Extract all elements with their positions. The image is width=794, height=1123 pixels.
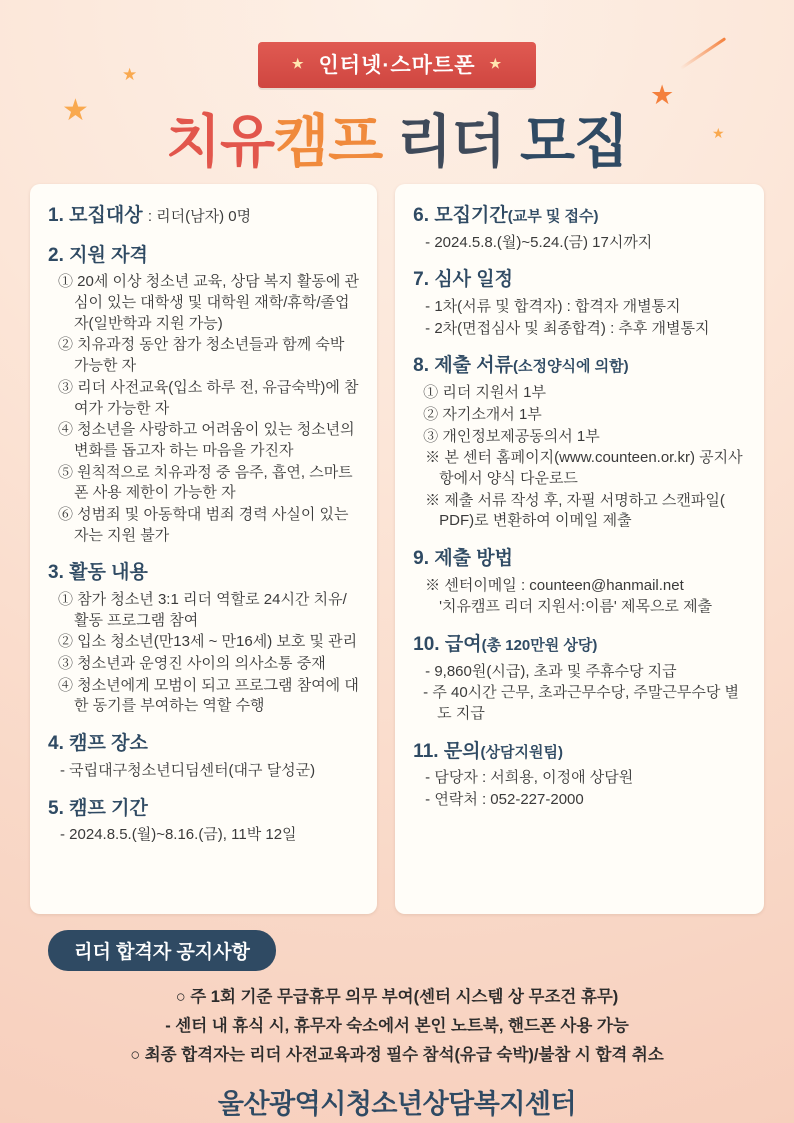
list-item: - 2차(면접심사 및 최종합격) : 추후 개별통지 — [425, 319, 710, 337]
title-part-2: 캠프 — [274, 110, 383, 174]
ribbon-banner — [0, 42, 794, 88]
organization-name: 울산광역시청소년상담복지센터 — [217, 1089, 577, 1119]
title-part-1: 치유 — [165, 110, 275, 174]
list-item: - 9,860원(시급), 초과 및 주휴수당 지급 — [425, 662, 677, 680]
section-number: 10. — [413, 634, 440, 655]
list-item: ③ 개인정보제공동의서 1부 — [423, 427, 600, 445]
section-heading: 급여 — [444, 634, 482, 655]
section-number: 7. — [413, 269, 430, 291]
section-heading: 캠프 장소 — [69, 733, 148, 755]
list-item: - 국립대구청소년디딤센터(대구 달성군) — [60, 761, 316, 779]
section-3 — [48, 561, 359, 717]
list-item: - 연락처 : 052-227-2000 — [425, 791, 584, 809]
list-item: ① 리더 지원서 1부 — [423, 384, 546, 402]
list-item: ② 입소 청소년(만13세 ~ 만16세) 보호 및 관리 — [58, 633, 358, 651]
section-subheading: (총 120만원 상당) — [481, 637, 598, 654]
star-icon: ★ — [489, 56, 503, 71]
section-subheading: (소정양식에 의함) — [513, 358, 629, 376]
notice-badge: 리더 합격자 공지사항 — [48, 930, 276, 971]
notice-list — [0, 983, 794, 1070]
section-heading: 활동 내용 — [69, 562, 148, 584]
section-9 — [413, 547, 746, 618]
section-subheading: (상담지원팀) — [480, 743, 563, 761]
left-card — [30, 184, 377, 914]
section-heading-plain: : 리더(남자) 0명 — [147, 208, 252, 225]
section-heading: 캠프 기간 — [69, 797, 148, 819]
list-item: ② 치유과정 동안 참가 청소년들과 함께 숙박 가능한 자 — [58, 336, 345, 375]
list-item: ③ 청소년과 운영진 사이의 의사소통 중재 — [58, 655, 326, 673]
section-heading: 문의 — [443, 740, 481, 762]
section-number: 8. — [413, 355, 430, 377]
list-item: ※ 본 센터 홈페이지(www.counteen.or.kr) 공지사항에서 양식 다운로드 — [425, 449, 743, 487]
section-4 — [48, 732, 359, 781]
notice-line: ○ 최종 합격자는 리더 사전교육과정 필수 참석(유급 숙박)/불참 시 합격 취소 — [130, 1045, 664, 1064]
star-icon: ★ — [650, 80, 675, 110]
ribbon-label: 인터넷·스마트폰 — [318, 54, 476, 77]
star-icon: ★ — [122, 65, 138, 84]
section-heading: 제출 서류 — [434, 355, 514, 377]
section-number: 9. — [413, 547, 430, 569]
section-heading: 지원 자격 — [69, 244, 148, 266]
list-item: '치유캠프 리더 지원서:이름' 제목으로 제출 — [439, 598, 713, 616]
title-part-3: 리더 — [397, 110, 506, 174]
section-heading: 모집대상 — [69, 205, 143, 226]
section-5 — [48, 797, 359, 846]
section-11 — [413, 740, 746, 811]
list-item: ② 자기소개서 1부 — [423, 405, 542, 423]
section-number: 5. — [48, 797, 64, 819]
star-icon: ★ — [62, 94, 89, 127]
notice-line: - 센터 내 휴식 시, 휴무자 숙소에서 본인 노트북, 핸드폰 사용 가능 — [165, 1016, 629, 1035]
list-item: ③ 리더 사전교육(입소 하루 전, 유급숙박)에 참여가 가능한 자 — [58, 378, 359, 417]
section-10 — [413, 633, 746, 725]
star-icon: ★ — [291, 56, 305, 71]
list-item: ④ 청소년에게 모범이 되고 프로그램 참여에 대한 동기를 부여하는 역할 수행 — [58, 676, 359, 715]
section-number: 6. — [413, 205, 430, 226]
list-item: ① 20세 이상 청소년 교육, 상담 복지 활동에 관심이 있는 대학생 및 대학원 재학/휴학/졸업자(일반학과 지원 가능) — [58, 273, 360, 332]
notice-section — [0, 930, 794, 1070]
section-number: 1. — [48, 205, 64, 226]
section-heading: 심사 일정 — [434, 269, 514, 291]
list-item: - 1차(서류 및 합격자) : 합격자 개별통지 — [425, 298, 681, 316]
section-2 — [48, 244, 359, 547]
section-number: 4. — [48, 733, 64, 755]
list-item: - 주 40시간 근무, 초과근무수당, 주말근무수당 별도 지급 — [423, 684, 740, 723]
list-item: - 담당자 : 서희용, 이정애 상담원 — [425, 769, 634, 787]
section-7 — [413, 268, 746, 339]
section-number: 11. — [413, 740, 439, 762]
list-item: ※ 제출 서류 작성 후, 자필 서명하고 스캔파일( PDF)로 변환하여 이메일 제출 — [425, 491, 725, 530]
section-heading: 제출 방법 — [434, 547, 514, 569]
section-number: 3. — [48, 562, 64, 584]
section-subheading: (교부 및 접수) — [507, 208, 599, 225]
section-number: 2. — [48, 244, 64, 266]
section-6 — [413, 204, 746, 253]
section-heading: 모집기간 — [434, 205, 508, 226]
title-part-4: 모집 — [519, 110, 629, 174]
list-item: ④ 청소년을 사랑하고 어려움이 있는 청소년의 변화를 돕고자 하는 마음을 가진자 — [58, 421, 355, 459]
section-8 — [413, 354, 746, 532]
list-item: - 2024.5.8.(월)~5.24.(금) 17시까지 — [425, 233, 653, 251]
content-columns — [30, 184, 764, 914]
list-item: ① 참가 청소년 3:1 리더 역할로 24시간 치유/활동 프로그램 참여 — [58, 591, 347, 629]
list-item: ⑥ 성범죄 및 아동학대 범죄 경력 사실이 있는 자는 지원 불가 — [58, 505, 349, 544]
list-item: - 2024.8.5.(월)~8.16.(금), 11박 12일 — [60, 826, 297, 844]
page-title — [0, 96, 794, 178]
section-1 — [48, 204, 359, 229]
list-item: ※ 센터이메일 : counteen@hanmail.net — [425, 576, 684, 594]
right-card — [395, 184, 764, 914]
list-item: ⑤ 원칙적으로 치유과정 중 음주, 흡연, 스마트폰 사용 제한이 가능한 자 — [58, 463, 353, 502]
star-icon: ★ — [712, 125, 725, 141]
notice-line: ○ 주 1회 기준 무급휴무 의무 부여(센터 시스템 상 무조건 휴무) — [175, 988, 619, 1006]
